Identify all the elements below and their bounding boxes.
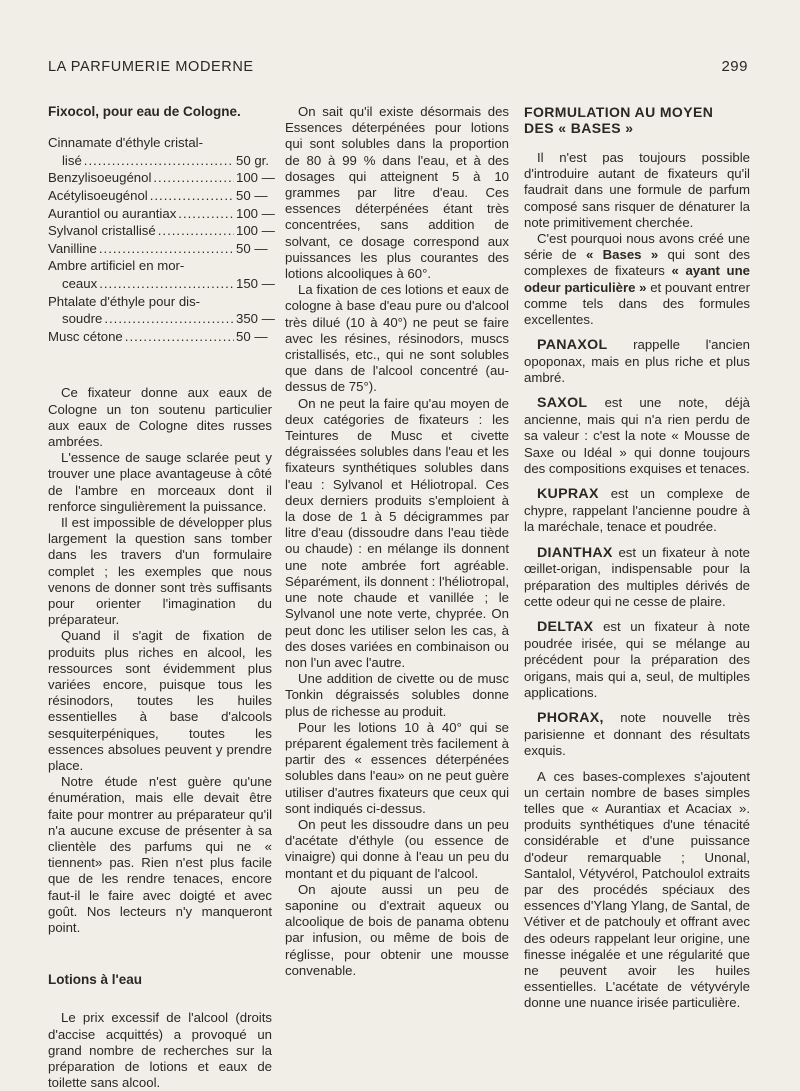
ingredient-qty: 100 — bbox=[236, 170, 275, 186]
section-heading-line1: FORMULATION AU MOYEN bbox=[524, 104, 714, 120]
paragraph: On peut les dissoudre dans un peu d'acétate d'éthyle (ou essence de vinaigre) qui donne à l'eau un peu du montant et du piquant de l'alcool. bbox=[285, 816, 509, 881]
section-heading-line2: DES « BASES » bbox=[524, 120, 634, 136]
ingredient-qty: 50 — bbox=[236, 328, 268, 344]
base-entry bbox=[524, 337, 750, 386]
base-description: rappelle l'ancien opoponax, mais en plus riche et plus ambré. bbox=[524, 337, 750, 386]
base-name: SAXOL bbox=[537, 395, 588, 412]
paragraph bbox=[524, 231, 750, 328]
paragraph: Il n'est pas toujours possible d'introduire autant de fixateurs qu'il faudrait dans une formule de parfum composé sans risquer de dénaturer la note primitivement cherchée. bbox=[524, 150, 750, 230]
ingredient-name: soudre bbox=[62, 311, 103, 327]
base-description: est une note, déjà ancienne, mais qui n'a rien perdu de sa valeur : c'est la note « Mousse de Saxe ou Idéal » qui donne toujours des compositions exquises et tenaces. bbox=[524, 395, 750, 477]
paragraph: Notre étude n'est guère qu'une énumération, mais elle devait être faite pour montrer au préparateur qu'il n'a aucune excuse de présenter à sa clientèle des parfums qui ne « tiennent» pas. Rien n'est plus facile que de les rendre tenaces, encore faut-il le faire avec doigté et avec goût. Nos lecteurs n'y manqueront point. bbox=[48, 774, 272, 936]
ingredient-name-line1: Phtalate d'éthyle pour dis- bbox=[48, 293, 201, 309]
ingredient-row bbox=[48, 328, 272, 346]
ingredient-qty: 100 — bbox=[236, 223, 275, 239]
paragraph: On ajoute aussi un peu de saponine ou d'extrait aqueux ou alcoolique de bois de panama obtenu par infusion, ou même de bois de réglisse, pour obtenir une mousse convenable. bbox=[285, 881, 509, 978]
paragraph: Le prix excessif de l'alcool (droits d'accise acquittés) a provoqué un grand nombre de recherches sur la préparation de lotions et eaux de toilette sans alcool. bbox=[48, 1010, 272, 1091]
bold-text: « Bases » bbox=[585, 247, 659, 263]
ingredient-name: Sylvanol cristallisé bbox=[48, 223, 156, 239]
page-number: 299 bbox=[721, 58, 748, 75]
ingredient-name: Benzylisoeugénol bbox=[48, 170, 152, 186]
base-name: DELTAX bbox=[537, 619, 594, 636]
paragraph: Pour les lotions 10 à 40° qui se préparent également très facilement à partir des « essences déterpénées solubles dans l'eau» on ne peut guère utiliser d'autres fixateurs que ceux qui sont indiqués ci-dessus. bbox=[285, 719, 509, 816]
ingredient-name: Aurantiol ou aurantiax bbox=[48, 205, 177, 221]
base-name: DIANTHAX bbox=[537, 544, 613, 561]
base-name: KUPRAX bbox=[537, 486, 599, 503]
paragraph: On sait qu'il existe désormais des Essences déterpénées pour lotions qui sont solubles dans la proportion de 80 à 99 % dans l'eau, et à des dosages qui atteignent 5 à 10 grammes par litre d'eau. Ces essences déterpénées étant très concentrées, sans addition de solvant, ce dosage correspond aux puissances les plus courantes des lotions alcooliques à 60°. bbox=[285, 104, 509, 282]
paragraph: A ces bases-complexes s'ajoutent un certain nombre de bases simples telles que « Aurantiax et Acaciax ». produits synthétiques d'une ténacité considérable et d'une puissance d'odeur remarquable ; Unonal, Santalol, Vétyvérol, Patchoulol extraits par des procédés spéciaux des essences d'Ylang Ylang, de Santal, de Vétiver et de patchouly et offrant avec des odeurs rappelant leur origine, une finesse inégalée et une régularité que ne peuvent avoir les huiles essentielles. L'acétate de vétyvéryle donne une nuance irisée particulière. bbox=[524, 768, 750, 1011]
ingredient-qty: 50 gr. bbox=[236, 152, 269, 168]
ingredient-name: lisé bbox=[62, 152, 82, 168]
paragraph: Quand il s'agit de fixation de produits plus riches en alcool, les ressources sont évidemment plus variées encore, puisque tous les résinodors, toutes les huiles essentielles à base d'alcools sesquiterpéniques, toutes les essences absolues peuvent y prendre place. bbox=[48, 628, 272, 773]
ingredient-name-line1: Ambre artificiel en mor- bbox=[48, 258, 185, 274]
ingredient-row bbox=[48, 257, 275, 292]
base-entry bbox=[524, 619, 750, 701]
lotions-heading: Lotions à l'eau bbox=[48, 972, 142, 988]
ingredient-list bbox=[48, 134, 275, 345]
base-entry bbox=[524, 395, 750, 477]
bold-text: « ayant une odeur particulière » bbox=[524, 263, 750, 295]
base-entry bbox=[524, 486, 750, 535]
column-right bbox=[524, 104, 750, 1012]
paragraph: Une addition de civette ou de musc Tonkin dégraissés solubles donne plus de richesse au produit. bbox=[285, 671, 509, 719]
text-run: C'est pourquoi nous avons créé une série de bbox=[524, 231, 750, 263]
column-middle bbox=[285, 104, 509, 979]
base-description: est un fixateur à note poudrée irisée, qui se mélange au précédent pour la préparation des origans, mais qui a, seul, de multiples applications. bbox=[524, 619, 750, 700]
base-entry bbox=[524, 545, 750, 611]
ingredient-row bbox=[48, 205, 275, 223]
ingredient-qty: 50 — bbox=[236, 187, 268, 203]
text-run: qui sont des complexes de fixateurs bbox=[524, 247, 750, 279]
ingredient-qty: 350 — bbox=[236, 311, 275, 327]
ingredient-row bbox=[48, 240, 272, 258]
base-name: PANAXOL bbox=[537, 337, 608, 354]
paragraph: L'essence de sauge sclarée peut y trouver une place avantageuse à côté de l'ambre en morceaux dont il renforce singulièrement la puissance. bbox=[48, 450, 272, 514]
ingredient-row bbox=[48, 134, 272, 169]
text-run: et pouvant entrer comme tels dans des formules excellentes. bbox=[524, 279, 750, 328]
ingredient-name: Musc cétone bbox=[48, 328, 123, 344]
base-description: note nouvelle très parisienne et donnant des résultats exquis. bbox=[524, 710, 750, 759]
ingredient-row bbox=[48, 169, 275, 187]
ingredient-row bbox=[48, 293, 275, 328]
fixocol-heading: Fixocol, pour eau de Cologne. bbox=[48, 104, 241, 119]
ingredient-qty: 150 — bbox=[236, 275, 275, 291]
paragraph: On ne peut la faire qu'au moyen de deux catégories de fixateurs : les Teintures de Musc et civette dégraissées solubles dans l'eau et les fixateurs synthétiques solubles dans l'eau : Sylvanol et Héliotropal. Ces deux derniers produits s'emploient à la dose de 1 à 5 décigrammes par litre d'eau (dissoudre dans l'eau tiède ou chaude) : en mélange ils donnent une note ambrée fort agréable. Séparément, ils donnent : l'héliotropal, une note chaude et vanillée ; le Sylvanol une note verte, chyprée. On peut donc les utiliser selon les cas, à des doses variées en combinaison ou non l'un avec l'autre. bbox=[285, 395, 509, 670]
ingredient-row bbox=[48, 187, 272, 205]
ingredient-name-line1: Cinnamate d'éthyle cristal- bbox=[48, 135, 203, 151]
ingredient-qty: 100 — bbox=[236, 205, 275, 221]
paragraph: Ce fixateur donne aux eaux de Cologne un ton soutenu particulier aux eaux de Cologne dites russes ambrées. bbox=[48, 385, 272, 449]
column-left bbox=[48, 104, 275, 1091]
paragraph: Il est impossible de développer plus largement la question sans tomber dans les travers d'un formulaire complet ; les exemples que nous venons de donner sont très suffisants pour orienter l'imagination du préparateur. bbox=[48, 514, 272, 628]
base-name: PHORAX, bbox=[537, 710, 604, 727]
paragraph: La fixation de ces lotions et eaux de cologne à base d'eau pure ou d'alcool très dilué (10 à 40°) ne peut se faire avec les résines, résinodors, muscs cristallisés, etc., qui ne sont solubles que dans de l'alcool concentré (au-dessus de 75°). bbox=[285, 282, 509, 395]
ingredient-name: Vanilline bbox=[48, 240, 97, 256]
base-entry bbox=[524, 710, 750, 759]
ingredient-name: Acétylisoeugénol bbox=[48, 187, 148, 203]
ingredient-qty: 50 — bbox=[236, 240, 268, 256]
base-description: est un fixateur à note œillet-origan, indispensable pour la préparation des multiples dérivés de cette odeur qui ne cesse de plaire. bbox=[524, 544, 750, 609]
running-title: LA PARFUMERIE MODERNE bbox=[48, 59, 254, 75]
base-description: est un complexe de chypre, rappelant l'ancienne poudre à la maréchale, tenace et poudrée. bbox=[524, 486, 750, 535]
ingredient-name: ceaux bbox=[62, 275, 98, 291]
ingredient-row bbox=[48, 222, 275, 240]
